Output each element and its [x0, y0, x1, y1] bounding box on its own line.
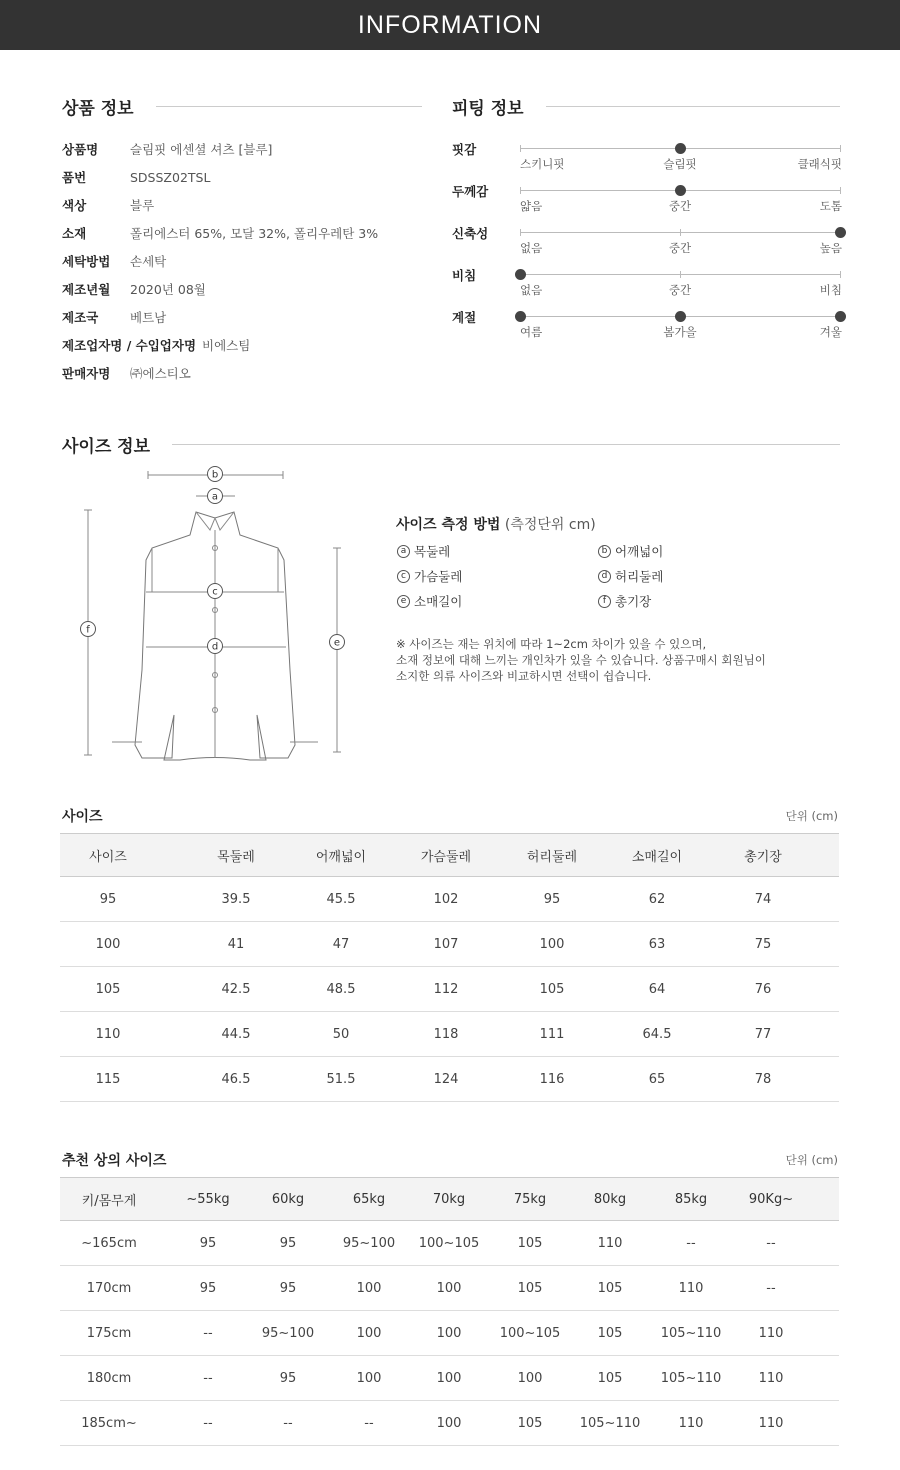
- table-cell: 110: [758, 1415, 784, 1431]
- measure-title: 사이즈 측정 방법: [396, 517, 501, 533]
- table-cell: 118: [433, 1026, 459, 1042]
- scale-tick: [520, 229, 521, 236]
- fitting-label: 두께감: [452, 184, 489, 199]
- table-header-cell: 85kg: [674, 1191, 708, 1207]
- table-row: [60, 967, 839, 1012]
- table-row: [60, 922, 839, 967]
- product-info-label: 품번: [62, 170, 87, 185]
- fitting-label: 핏감: [452, 142, 477, 157]
- fitting-option: 높음: [819, 241, 842, 255]
- table-cell: --: [283, 1415, 293, 1431]
- table-cell: 64: [648, 981, 666, 997]
- fitting-scale: [520, 232, 840, 233]
- product-info-label: 제조년월: [62, 282, 111, 297]
- marker-e: e: [333, 637, 341, 649]
- product-info-value: 손세탁: [130, 254, 167, 269]
- table-header-cell: 사이즈: [89, 849, 127, 865]
- table-cell: 95: [279, 1235, 297, 1251]
- table-row: [60, 1401, 839, 1446]
- fitting-option: 없음: [520, 283, 543, 297]
- product-info-row: [62, 336, 250, 354]
- fitting-marker: [835, 227, 846, 238]
- measure-item: [397, 567, 462, 585]
- fitting-label: 비침: [452, 268, 477, 283]
- scale-tick: [680, 271, 681, 278]
- product-info-row: [62, 280, 206, 298]
- fitting-option: 겨울: [819, 325, 842, 339]
- table-cell: 95: [279, 1280, 297, 1296]
- fitting-row: [452, 308, 842, 348]
- product-info-row: [62, 224, 378, 242]
- product-info-row: [62, 140, 272, 158]
- shirt-diagram: [70, 460, 370, 770]
- table-cell: 116: [539, 1071, 565, 1087]
- fitting-row: [452, 224, 842, 264]
- fitting-marker: [835, 311, 846, 322]
- table-cell: 45.5: [326, 891, 356, 907]
- fitting-scale: [520, 190, 840, 191]
- fitting-option: 클래식핏: [797, 157, 842, 171]
- table-cell: 48.5: [326, 981, 356, 997]
- table-cell: 100~105: [418, 1235, 480, 1251]
- table-cell: 107: [433, 936, 459, 952]
- note-line: ※ 사이즈는 재는 위치에 따라 1~2cm 차이가 있을 수 있으며,: [396, 637, 707, 651]
- product-info-label: 상품명: [62, 142, 99, 157]
- table-header-cell: 키/몸무게: [81, 1193, 137, 1209]
- table-header-cell: 75kg: [513, 1191, 547, 1207]
- fitting-option: 얇음: [520, 199, 543, 213]
- fitting-info-title: 피팅 정보: [452, 99, 524, 119]
- product-info-row: [62, 252, 166, 270]
- fitting-scale: [520, 274, 840, 275]
- fitting-option: 중간: [668, 241, 692, 255]
- fitting-marker: [675, 185, 686, 196]
- fitting-scale: [520, 148, 840, 149]
- divider: [546, 106, 840, 107]
- table-cell: 95: [279, 1370, 297, 1386]
- product-info-value: 2020년 08월: [130, 282, 206, 297]
- table-cell: 100: [436, 1370, 462, 1386]
- table-header-cell: ~55kg: [186, 1191, 230, 1207]
- table-cell: 95: [543, 891, 561, 907]
- table-cell: 95~100: [342, 1235, 396, 1251]
- measure-item: [598, 542, 663, 560]
- note-line: 소지한 의류 사이즈와 비교하시면 선택이 쉽습니다.: [396, 669, 652, 683]
- scale-tick: [840, 145, 841, 152]
- size-note: [396, 636, 766, 684]
- measure-heading: [396, 514, 596, 534]
- table-cell: 65: [648, 1071, 666, 1087]
- table-header-cell: 허리둘레: [526, 849, 578, 865]
- scale-tick: [840, 271, 841, 278]
- divider: [172, 444, 840, 445]
- table-cell: 110: [758, 1325, 784, 1341]
- table-row: [60, 1311, 839, 1356]
- table-cell: 44.5: [221, 1026, 251, 1042]
- fitting-option: 스키니핏: [520, 157, 565, 171]
- fitting-option: 중간: [668, 199, 692, 213]
- product-info-value: 폴리에스터 65%, 모달 32%, 폴리우레탄 3%: [130, 226, 379, 241]
- scale-tick: [520, 145, 521, 152]
- measure-marker: e: [397, 595, 410, 608]
- marker-a: a: [211, 491, 219, 503]
- scale-tick: [840, 187, 841, 194]
- fitting-option: 봄가을: [663, 325, 697, 339]
- table-cell: 100: [517, 1370, 543, 1386]
- product-info-value: 베트남: [130, 310, 167, 325]
- product-info-value: ㈜에스티오: [130, 366, 191, 381]
- table-cell: 95: [99, 891, 117, 907]
- table-cell: 170cm: [86, 1280, 132, 1296]
- table-cell: 64.5: [642, 1026, 672, 1042]
- table-cell: 50: [332, 1026, 350, 1042]
- table-cell: 42.5: [221, 981, 251, 997]
- page-title: INFORMATION: [357, 10, 543, 39]
- scale-tick: [520, 187, 521, 194]
- table-cell: 115: [95, 1071, 121, 1087]
- fitting-scale: [520, 316, 840, 317]
- table-cell: 110: [95, 1026, 121, 1042]
- table-cell: 63: [648, 936, 666, 952]
- measure-label: 가슴둘레: [414, 569, 463, 584]
- table-cell: 75: [754, 936, 772, 952]
- product-info-label: 판매자명: [62, 366, 111, 381]
- table-header-cell: 65kg: [352, 1191, 386, 1207]
- table-cell: 100~105: [499, 1325, 561, 1341]
- product-info-row: [62, 308, 166, 326]
- fitting-label: 계절: [452, 310, 477, 325]
- table-cell: 62: [648, 891, 666, 907]
- measure-item: [598, 592, 651, 610]
- table-cell: 102: [433, 891, 459, 907]
- measure-marker: a: [397, 545, 410, 558]
- table-cell: 47: [332, 936, 350, 952]
- table-header-cell: 80kg: [593, 1191, 627, 1207]
- measure-unit: (측정단위 cm): [504, 517, 596, 533]
- table-cell: 100: [356, 1325, 382, 1341]
- table-cell: 100: [436, 1415, 462, 1431]
- table-cell: 105~110: [660, 1325, 722, 1341]
- measure-item: [598, 567, 663, 585]
- fitting-marker: [515, 269, 526, 280]
- product-info-label: 제조업자명 / 수입업자명: [62, 338, 197, 353]
- fitting-option: 슬림핏: [663, 157, 697, 171]
- table-cell: 76: [754, 981, 772, 997]
- measure-label: 목둘레: [414, 544, 451, 559]
- size-info-title: 사이즈 정보: [62, 437, 151, 457]
- table-row: [60, 1012, 839, 1057]
- product-info-label: 소재: [62, 226, 87, 241]
- table-cell: --: [766, 1280, 776, 1296]
- product-info-row: [62, 168, 210, 186]
- measure-marker: f: [598, 595, 611, 608]
- table-cell: 95: [199, 1235, 217, 1251]
- table-header-cell: 목둘레: [217, 849, 255, 865]
- marker-f: f: [86, 624, 90, 636]
- size-table-unit: 단위 (cm): [785, 809, 838, 823]
- table-cell: 100: [356, 1280, 382, 1296]
- fitting-row: [452, 266, 842, 306]
- shirt-collar: [196, 512, 234, 530]
- table-cell: 112: [433, 981, 459, 997]
- table-cell: 95: [199, 1280, 217, 1296]
- table-cell: 105: [597, 1370, 623, 1386]
- fitting-option: 비침: [819, 283, 842, 297]
- fitting-label: 신축성: [452, 226, 489, 241]
- measure-label: 소매길이: [414, 594, 463, 609]
- table-header-cell: 60kg: [271, 1191, 305, 1207]
- size-table: [60, 833, 839, 1102]
- marker-c: c: [212, 586, 218, 598]
- fitting-info-heading: [452, 94, 840, 119]
- fitting-row: [452, 140, 842, 180]
- product-info-value: 블루: [130, 198, 155, 213]
- table-cell: 100: [95, 936, 121, 952]
- fitting-option: 중간: [668, 283, 692, 297]
- table-cell: 110: [678, 1415, 704, 1431]
- table-cell: 110: [597, 1235, 623, 1251]
- table-cell: 124: [433, 1071, 459, 1087]
- recommend-table: [60, 1177, 839, 1446]
- fitting-marker: [675, 311, 686, 322]
- table-cell: --: [203, 1370, 213, 1386]
- table-cell: 105: [517, 1415, 543, 1431]
- product-info-label: 세탁방법: [62, 254, 111, 269]
- measure-item: [397, 592, 462, 610]
- product-info-value: 슬림핏 에센셜 셔츠 [블루]: [130, 142, 273, 157]
- table-cell: 111: [539, 1026, 565, 1042]
- table-row: [60, 1266, 839, 1311]
- table-cell: 105: [517, 1280, 543, 1296]
- fitting-option: 없음: [520, 241, 543, 255]
- product-info-title: 상품 정보: [62, 99, 134, 119]
- table-header-cell: 70kg: [432, 1191, 466, 1207]
- table-cell: 185cm~: [81, 1415, 137, 1431]
- table-cell: --: [686, 1235, 696, 1251]
- fitting-marker: [515, 311, 526, 322]
- table-cell: 100: [436, 1280, 462, 1296]
- measure-marker: c: [397, 570, 410, 583]
- measure-label: 총기장: [615, 594, 652, 609]
- table-cell: 100: [539, 936, 565, 952]
- table-header-cell: 총기장: [744, 849, 782, 865]
- product-info-heading: [62, 94, 422, 119]
- table-cell: 41: [227, 936, 245, 952]
- table-cell: 95~100: [261, 1325, 315, 1341]
- product-info-value: 비에스팀: [202, 338, 251, 353]
- recommend-table-title: 추천 상의 사이즈: [62, 1153, 167, 1169]
- table-cell: 175cm: [86, 1325, 132, 1341]
- table-cell: 100: [436, 1325, 462, 1341]
- table-cell: 74: [754, 891, 772, 907]
- table-row: [60, 1221, 839, 1266]
- measure-marker: b: [598, 545, 611, 558]
- measure-item: [397, 542, 450, 560]
- table-header-cell: 소매길이: [631, 849, 683, 865]
- table-cell: 110: [758, 1370, 784, 1386]
- recommend-table-unit: 단위 (cm): [785, 1153, 838, 1167]
- table-cell: 105~110: [579, 1415, 641, 1431]
- table-header-cell: 가슴둘레: [420, 849, 472, 865]
- table-cell: --: [364, 1415, 374, 1431]
- fitting-option: 도톰: [819, 199, 842, 213]
- product-info-row: [62, 364, 191, 382]
- product-info-label: 색상: [62, 198, 87, 213]
- table-cell: 105~110: [660, 1370, 722, 1386]
- table-row: [60, 877, 839, 922]
- table-cell: ~165cm: [81, 1235, 137, 1251]
- table-cell: 51.5: [326, 1071, 356, 1087]
- table-row: [60, 1356, 839, 1401]
- table-header-row: [60, 833, 839, 877]
- table-header-cell: 어깨넓이: [315, 849, 367, 865]
- product-info-value: SDSSZ02TSL: [130, 169, 211, 185]
- table-row: [60, 1057, 839, 1102]
- measure-label: 허리둘레: [615, 569, 664, 584]
- table-cell: 105: [539, 981, 565, 997]
- note-line: 소재 정보에 대해 느끼는 개인차가 있을 수 있습니다. 상품구매시 회원님이: [396, 653, 766, 667]
- table-cell: 78: [754, 1071, 772, 1087]
- table-cell: 105: [597, 1280, 623, 1296]
- measure-marker: d: [598, 570, 611, 583]
- table-header-cell: 90Kg~: [748, 1191, 794, 1207]
- product-info-label: 제조국: [62, 310, 99, 325]
- table-cell: 105: [517, 1235, 543, 1251]
- table-cell: 105: [95, 981, 121, 997]
- table-header-row: [60, 1177, 839, 1221]
- size-table-title: 사이즈: [62, 809, 103, 825]
- fitting-marker: [675, 143, 686, 154]
- table-cell: 77: [754, 1026, 772, 1042]
- table-cell: --: [766, 1235, 776, 1251]
- table-cell: 110: [678, 1280, 704, 1296]
- table-cell: --: [203, 1325, 213, 1341]
- table-cell: 100: [356, 1370, 382, 1386]
- size-info-heading: [62, 432, 840, 457]
- table-cell: 46.5: [221, 1071, 251, 1087]
- divider: [156, 106, 422, 107]
- page-header: [0, 0, 900, 50]
- table-cell: 180cm: [86, 1370, 132, 1386]
- table-cell: --: [203, 1415, 213, 1431]
- table-cell: 105: [597, 1325, 623, 1341]
- table-cell: 39.5: [221, 891, 251, 907]
- fitting-option: 여름: [520, 325, 543, 339]
- measure-label: 어깨넓이: [615, 544, 664, 559]
- scale-tick: [680, 229, 681, 236]
- product-info-row: [62, 196, 154, 214]
- marker-d: d: [211, 641, 219, 653]
- marker-b: b: [211, 469, 219, 481]
- fitting-row: [452, 182, 842, 222]
